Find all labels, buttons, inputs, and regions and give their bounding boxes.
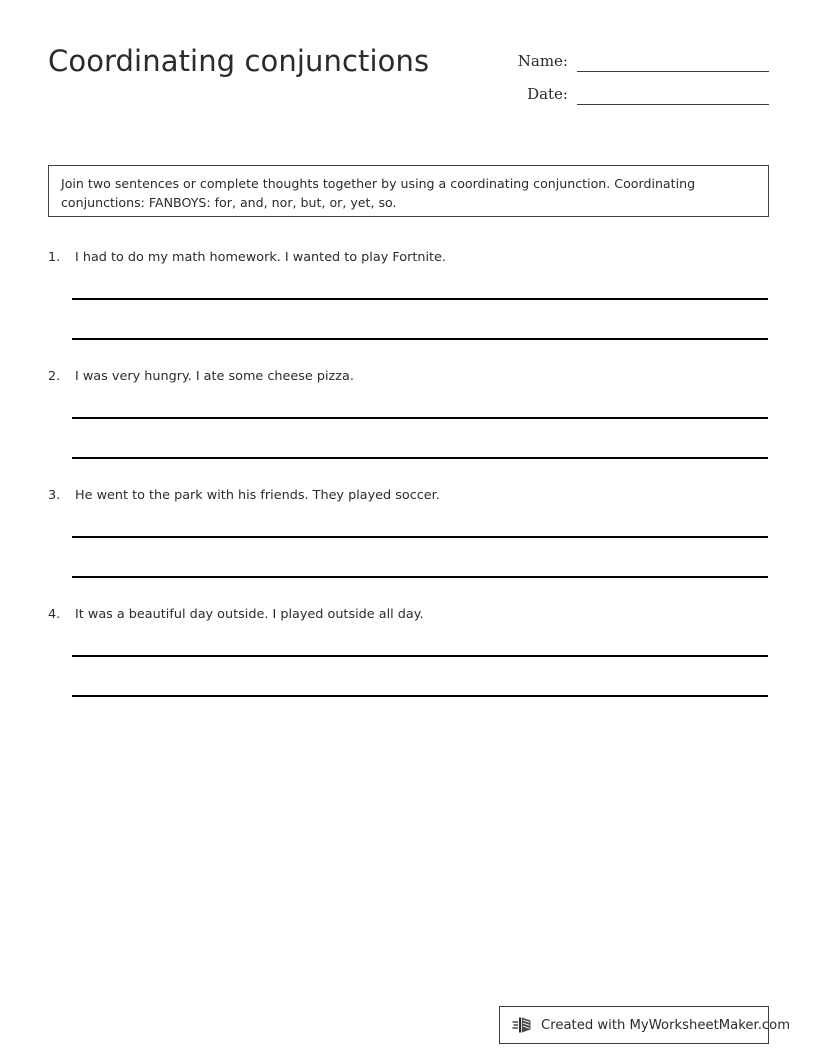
question-text: I was very hungry. I ate some cheese pizza. (75, 369, 354, 384)
question-text: It was a beautiful day outside. I played outside all day. (75, 607, 424, 622)
question-number: 2. (48, 369, 61, 384)
name-field-input[interactable] (577, 71, 769, 72)
instructions-text: Join two sentences or complete thoughts together by using a coordinating conjunction. Coordinating conjunctions: FANBOYS: for, and, nor, but, or, yet, so. (61, 176, 696, 210)
answer-line[interactable] (72, 536, 768, 538)
question-prompt-row (48, 250, 769, 270)
answer-line[interactable] (72, 417, 768, 419)
question-block (48, 369, 769, 389)
answer-line[interactable] (72, 338, 768, 340)
name-field-row (519, 52, 769, 72)
question-prompt-row (48, 369, 769, 389)
date-field-input[interactable] (577, 104, 769, 105)
answer-line[interactable] (72, 655, 768, 657)
answer-line[interactable] (72, 298, 768, 300)
date-field-label: Date: (527, 85, 568, 103)
question-prompt-row (48, 488, 769, 508)
footer-attribution-text: Created with MyWorksheetMaker.com (541, 1017, 791, 1033)
question-number: 1. (48, 250, 61, 265)
question-text: He went to the park with his friends. They played soccer. (75, 488, 440, 503)
question-block (48, 250, 769, 270)
question-block (48, 488, 769, 508)
question-number: 3. (48, 488, 61, 503)
footer-attribution-badge[interactable] (499, 1006, 791, 1044)
answer-line[interactable] (72, 457, 768, 459)
question-number: 4. (48, 607, 61, 622)
question-text: I had to do my math homework. I wanted to play Fortnite. (75, 250, 446, 265)
question-prompt-row (48, 607, 769, 627)
instructions-box (48, 165, 769, 217)
answer-line[interactable] (72, 576, 768, 578)
question-block (48, 607, 769, 627)
worksheet-header (48, 44, 769, 124)
date-field-row (519, 85, 769, 105)
answer-line[interactable] (72, 695, 768, 697)
page-title: Coordinating conjunctions (48, 44, 430, 78)
worksheet-maker-logo-icon (512, 1015, 534, 1035)
name-field-label: Name: (517, 52, 568, 70)
